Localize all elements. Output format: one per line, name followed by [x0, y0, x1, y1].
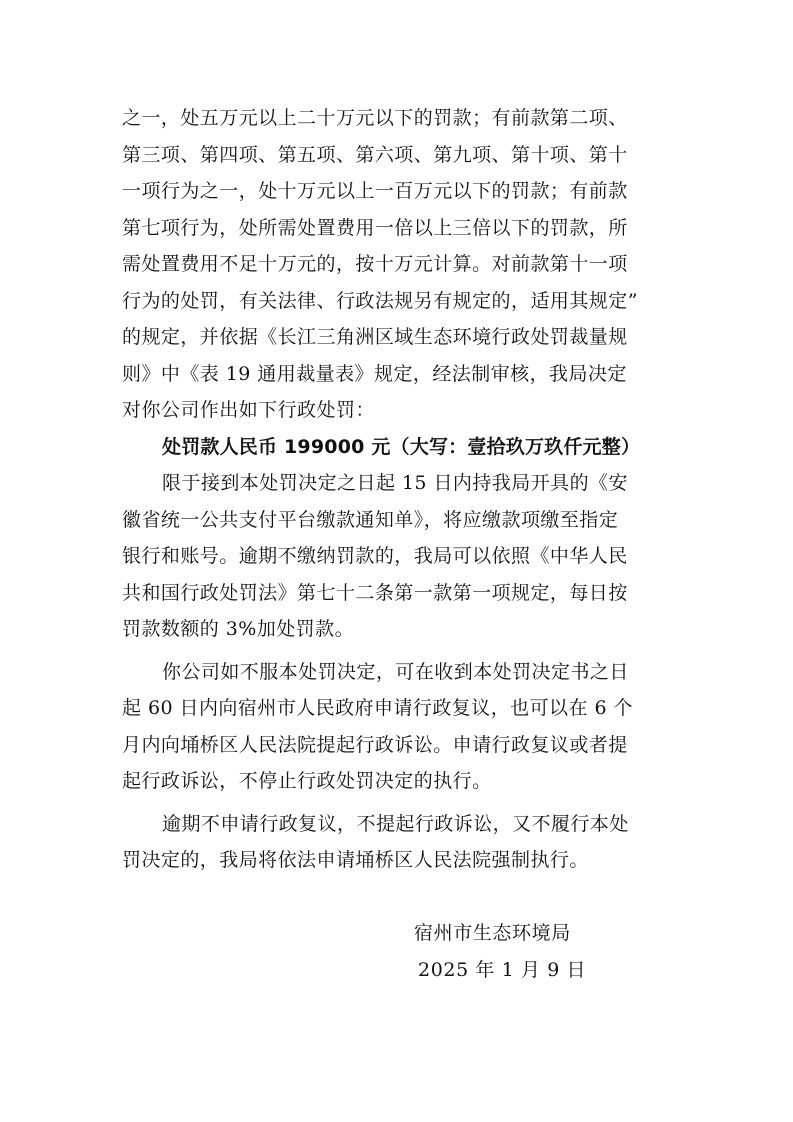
text-line: 之一，处五万元以上二十万元以下的罚款；有前款第二项、 [122, 107, 628, 129]
paragraph-appeal [122, 654, 684, 800]
text-line: 的规定，并依据《长江三角洲区域生态环境行政处罚裁量规 [122, 326, 628, 348]
document-body [122, 100, 684, 879]
text-line: 月内向埇桥区人民法院提起行政诉讼。申请行政复议或者提 [122, 733, 628, 756]
text-line: 逾期不申请行政复议，不提起行政诉讼，又不履行本处 [162, 812, 629, 835]
issue-date: 2025 年 1 月 9 日 [418, 958, 587, 981]
text-line: 第三项、第四项、第五项、第六项、第九项、第十项、第十 [122, 143, 628, 166]
text-line: 限于接到本处罚决定之日起 15 日内持我局开具的《安 [162, 472, 628, 494]
signature-block [414, 915, 674, 988]
text-line: 需处置费用不足十万元的，按十万元计算。对前款第十一项 [122, 253, 628, 275]
paragraph-enforcement [122, 806, 684, 879]
paragraph-legal-basis [122, 100, 684, 429]
paragraph-payment [122, 465, 684, 648]
text-line: 行为的处罚，有关法律、行政法规另有规定的，适用其规定” [122, 289, 638, 312]
text-line: 罚决定的，我局将依法申请埇桥区人民法院强制执行。 [122, 849, 589, 871]
text-line: 银行和账号。逾期不缴纳罚款的，我局可以依照《中华人民 [122, 545, 628, 567]
issuing-organization: 宿州市生态环境局 [414, 922, 571, 944]
text-line: 一项行为之一，处十万元以上一百万元以下的罚款；有前款 [122, 180, 628, 202]
text-line: 罚款数额的 3%加处罚款。 [122, 618, 355, 640]
text-line: 共和国行政处罚法》第七十二条第一款第一项规定，每日按 [122, 581, 628, 604]
text-line: 对你公司作出如下行政处罚： [122, 399, 375, 421]
text-line: 则》中《表 19 通用裁量表》规定，经法制审核，我局决定 [122, 362, 627, 385]
penalty-amount: 处罚款人民币 199000 元（大写：壹拾玖万玖仟元整） [162, 435, 641, 458]
text-line: 你公司如不服本处罚决定，可在收到本处罚决定书之日 [162, 660, 629, 683]
text-line: 起行政诉讼，不停止行政处罚决定的执行。 [122, 770, 492, 792]
text-line: 徽省统一公共支付平台缴款通知单》，将应缴款项缴至指定 [122, 508, 619, 531]
text-line: 第七项行为，处所需处置费用一倍以上三倍以下的罚款，所 [122, 216, 628, 239]
text-line: 起 60 日内向宿州市人民政府申请行政复议，也可以在 6 个 [122, 697, 633, 719]
